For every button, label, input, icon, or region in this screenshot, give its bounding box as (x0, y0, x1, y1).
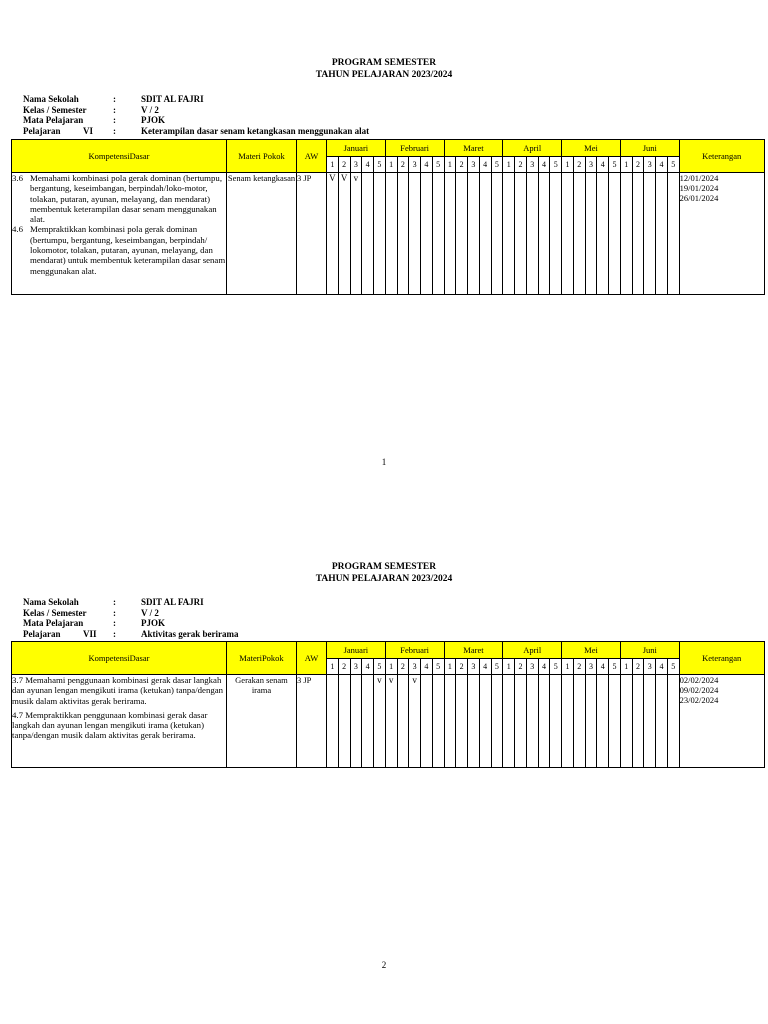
week-cell (562, 173, 574, 295)
header-materi: Materi Pokok (227, 140, 297, 173)
materi-cell: Gerakan senam irama (227, 675, 297, 768)
header-week: 3 (585, 659, 597, 675)
header-week: 3 (350, 659, 362, 675)
week-cell (538, 173, 550, 295)
keterangan-date: 19/01/2024 (679, 183, 719, 193)
header-week: 1 (444, 157, 456, 173)
header-week: 5 (432, 659, 444, 675)
info-value: PJOK (141, 618, 165, 628)
kompetensi-number: 4.6 (12, 224, 23, 235)
week-cell (385, 173, 397, 295)
header-week: 3 (468, 157, 480, 173)
header-kompetensi: KompetensiDasar (12, 140, 227, 173)
week-cell (585, 675, 597, 768)
header-week: 5 (491, 157, 503, 173)
header-week: 1 (327, 157, 339, 173)
week-cell (597, 675, 609, 768)
info-colon: : (113, 597, 116, 607)
info-colon: : (113, 618, 116, 628)
week-cell (562, 675, 574, 768)
header-month: Januari (327, 140, 386, 157)
lesson-number: VI (83, 125, 94, 136)
header-week: 4 (362, 157, 374, 173)
week-cell (327, 675, 339, 768)
keterangan-date: 12/01/2024 (679, 173, 719, 183)
week-cell-checked: v (350, 173, 362, 295)
header-week: 2 (456, 659, 468, 675)
header-week: 4 (656, 659, 668, 675)
header-week: 4 (362, 659, 374, 675)
info-value: SDIT AL FAJRI (141, 94, 204, 104)
header-week: 4 (479, 157, 491, 173)
week-cell (350, 675, 362, 768)
week-cell (609, 675, 621, 768)
header-month: April (503, 140, 562, 157)
header-week: 1 (385, 157, 397, 173)
header-week: 5 (374, 659, 386, 675)
info-value: SDIT AL FAJRI (141, 597, 204, 607)
header-materi: MateriPokok (227, 642, 297, 675)
header-week: 5 (374, 157, 386, 173)
aw-cell: 3 JP (297, 173, 327, 295)
header-month: Maret (444, 140, 503, 157)
header-week: 3 (526, 659, 538, 675)
page-title: PROGRAM SEMESTER (331, 58, 437, 68)
week-cell (656, 675, 668, 768)
week-cell (644, 173, 656, 295)
week-cell (632, 173, 644, 295)
page-subtitle: TAHUN PELAJARAN 2023/2024 (315, 70, 453, 80)
kompetensi-text: Mempraktikkan kombinasi pola gerak dominan (bertumpu, bergantung, keseimbangan, berpindah/ lokomotor, tolakan, putaran, ayunan, melayang, dan mendarat) untuk membentuk keterampilan dasar senam menggunakan alat. (30, 224, 226, 276)
header-week: 5 (491, 659, 503, 675)
header-week: 4 (421, 659, 433, 675)
materi-cell: Senam ketangkasan (227, 173, 297, 295)
week-cell (550, 675, 562, 768)
header-week: 5 (432, 157, 444, 173)
header-aw: AW (297, 642, 327, 675)
header-week: 1 (620, 659, 632, 675)
program-table (11, 139, 765, 295)
week-cell (667, 675, 679, 768)
week-cell (421, 173, 433, 295)
header-month: Januari (327, 642, 386, 659)
week-cell (632, 675, 644, 768)
info-label: Pelajaran (23, 125, 61, 136)
header-row-months (12, 642, 765, 659)
week-cell (515, 675, 527, 768)
header-week: 2 (456, 157, 468, 173)
week-cell (526, 173, 538, 295)
page-subtitle: TAHUN PELAJARAN 2023/2024 (315, 574, 453, 584)
header-week: 2 (632, 659, 644, 675)
header-week: 5 (609, 157, 621, 173)
header-week: 2 (338, 659, 350, 675)
header-week: 1 (385, 659, 397, 675)
header-month: Mei (562, 140, 621, 157)
header-month: Juni (620, 140, 679, 157)
week-cell (479, 173, 491, 295)
header-month: Maret (444, 642, 503, 659)
program-table (11, 641, 765, 768)
week-cell (620, 173, 632, 295)
week-cell (503, 675, 515, 768)
week-cell (468, 173, 480, 295)
info-value: Keterampilan dasar senam ketangkasan menggunakan alat (141, 125, 370, 136)
header-week: 1 (562, 157, 574, 173)
header-week: 4 (656, 157, 668, 173)
info-value: Aktivitas gerak berirama (141, 628, 239, 639)
week-cell (526, 675, 538, 768)
keterangan-cell (679, 173, 764, 295)
header-week: 5 (550, 659, 562, 675)
week-cell (444, 675, 456, 768)
week-cell (421, 675, 433, 768)
page-number: 1 (381, 457, 387, 467)
table-row (12, 675, 765, 768)
week-cell (620, 675, 632, 768)
header-week: 3 (644, 659, 656, 675)
keterangan-date: 26/01/2024 (679, 193, 719, 203)
week-cell (338, 675, 350, 768)
header-week: 2 (397, 659, 409, 675)
header-week: 1 (620, 157, 632, 173)
header-week: 1 (503, 157, 515, 173)
header-month: Mei (562, 642, 621, 659)
aw-cell: 3 JP (297, 675, 327, 768)
header-week: 1 (562, 659, 574, 675)
kompetensi-item (12, 224, 226, 275)
header-kompetensi: KompetensiDasar (12, 642, 227, 675)
header-week: 3 (644, 157, 656, 173)
week-cell (362, 675, 374, 768)
week-cell (597, 173, 609, 295)
header-week: 3 (409, 157, 421, 173)
keterangan-date: 09/02/2024 (679, 685, 719, 695)
header-week: 5 (609, 659, 621, 675)
info-label: Kelas / Semester (23, 607, 87, 618)
header-week: 5 (550, 157, 562, 173)
info-colon: : (113, 104, 116, 115)
week-cell (432, 173, 444, 295)
info-value: V / 2 (141, 104, 159, 115)
week-cell (573, 173, 585, 295)
kompetensi-item (12, 173, 226, 224)
week-cell (374, 173, 386, 295)
header-week: 3 (468, 659, 480, 675)
week-cell (515, 173, 527, 295)
week-cell (456, 675, 468, 768)
kompetensi-text: Memahami kombinasi pola gerak dominan (bertumpu, bergantung, keseimbangan, berpindah/loko-motor, tolakan, putaran, ayunan, melayang, dan mendarat) membentuk keterampilan dasar senam menggunakan alat. (30, 173, 223, 225)
header-month: Februari (385, 642, 444, 659)
week-cell-checked: v (374, 675, 386, 768)
info-colon: : (113, 607, 116, 618)
week-cell (468, 675, 480, 768)
week-cell-checked: v (385, 675, 397, 768)
week-cell (397, 675, 409, 768)
table-row (12, 173, 765, 295)
header-month: Februari (385, 140, 444, 157)
header-week: 4 (538, 659, 550, 675)
page-title: PROGRAM SEMESTER (331, 562, 437, 572)
header-week: 5 (667, 157, 679, 173)
header-week: 1 (444, 659, 456, 675)
header-week: 4 (597, 157, 609, 173)
week-cell (456, 173, 468, 295)
header-week: 2 (397, 157, 409, 173)
header-week: 3 (585, 157, 597, 173)
info-label: Nama Sekolah (23, 94, 79, 104)
info-label: Mata Pelajaran (23, 618, 84, 628)
kompetensi-item: 3.7 Memahami penggunaan kombinasi gerak dasar langkah dan ayunan lengan mengikuti irama (ketukan) tanpa/dengan musik dalam aktivitas gerak berirama. (12, 675, 224, 706)
header-keterangan: Keterangan (679, 140, 764, 173)
keterangan-date: 02/02/2024 (679, 675, 719, 685)
week-cell (491, 173, 503, 295)
header-week: 4 (597, 659, 609, 675)
week-cell (609, 173, 621, 295)
week-cell (573, 675, 585, 768)
header-week: 2 (515, 157, 527, 173)
week-cell (409, 173, 421, 295)
week-cell (656, 173, 668, 295)
keterangan-date: 23/02/2024 (679, 695, 719, 705)
header-week: 2 (573, 659, 585, 675)
header-week: 4 (538, 157, 550, 173)
header-week: 3 (409, 659, 421, 675)
week-cell (397, 173, 409, 295)
header-week: 2 (338, 157, 350, 173)
week-cell (503, 173, 515, 295)
week-cell (538, 675, 550, 768)
info-label: Nama Sekolah (23, 597, 79, 607)
week-cell (667, 173, 679, 295)
kompetensi-item: 4.7 Mempraktikkan penggunaan kombinasi gerak dasar langkah dan ayunan lengan mengikuti irama (ketukan) tanpa/dengan musik dalam aktivitas gerak berirama. (12, 709, 208, 741)
info-value: V / 2 (141, 607, 159, 618)
week-cell (362, 173, 374, 295)
kompetensi-cell (12, 675, 227, 768)
info-colon: : (113, 115, 116, 125)
header-month: Juni (620, 642, 679, 659)
info-label: Kelas / Semester (23, 104, 87, 115)
header-month: April (503, 642, 562, 659)
week-cell (550, 173, 562, 295)
header-week: 2 (573, 157, 585, 173)
lesson-number: VII (83, 628, 97, 639)
header-week: 1 (327, 659, 339, 675)
kompetensi-cell (12, 173, 227, 295)
week-cell (432, 675, 444, 768)
week-cell-checked: V (327, 173, 339, 295)
keterangan-cell (679, 675, 764, 768)
header-week: 1 (503, 659, 515, 675)
header-week: 4 (421, 157, 433, 173)
week-cell-checked: V (338, 173, 350, 295)
header-week: 2 (632, 157, 644, 173)
header-week: 2 (515, 659, 527, 675)
header-week: 3 (526, 157, 538, 173)
header-week: 4 (479, 659, 491, 675)
week-cell (444, 173, 456, 295)
week-cell-checked: v (409, 675, 421, 768)
header-keterangan: Keterangan (679, 642, 764, 675)
info-label: Mata Pelajaran (23, 115, 84, 125)
week-cell (585, 173, 597, 295)
week-cell (491, 675, 503, 768)
header-row-months (12, 140, 765, 157)
week-cell (644, 675, 656, 768)
info-colon: : (113, 125, 116, 136)
page-number: 2 (381, 960, 387, 970)
header-week: 3 (350, 157, 362, 173)
header-week: 5 (667, 659, 679, 675)
kompetensi-number: 3.6 (12, 173, 23, 183)
info-colon: : (113, 94, 116, 104)
info-label: Pelajaran (23, 628, 61, 639)
info-value: PJOK (141, 115, 165, 125)
week-cell (479, 675, 491, 768)
info-colon: : (113, 628, 116, 639)
header-aw: AW (297, 140, 327, 173)
